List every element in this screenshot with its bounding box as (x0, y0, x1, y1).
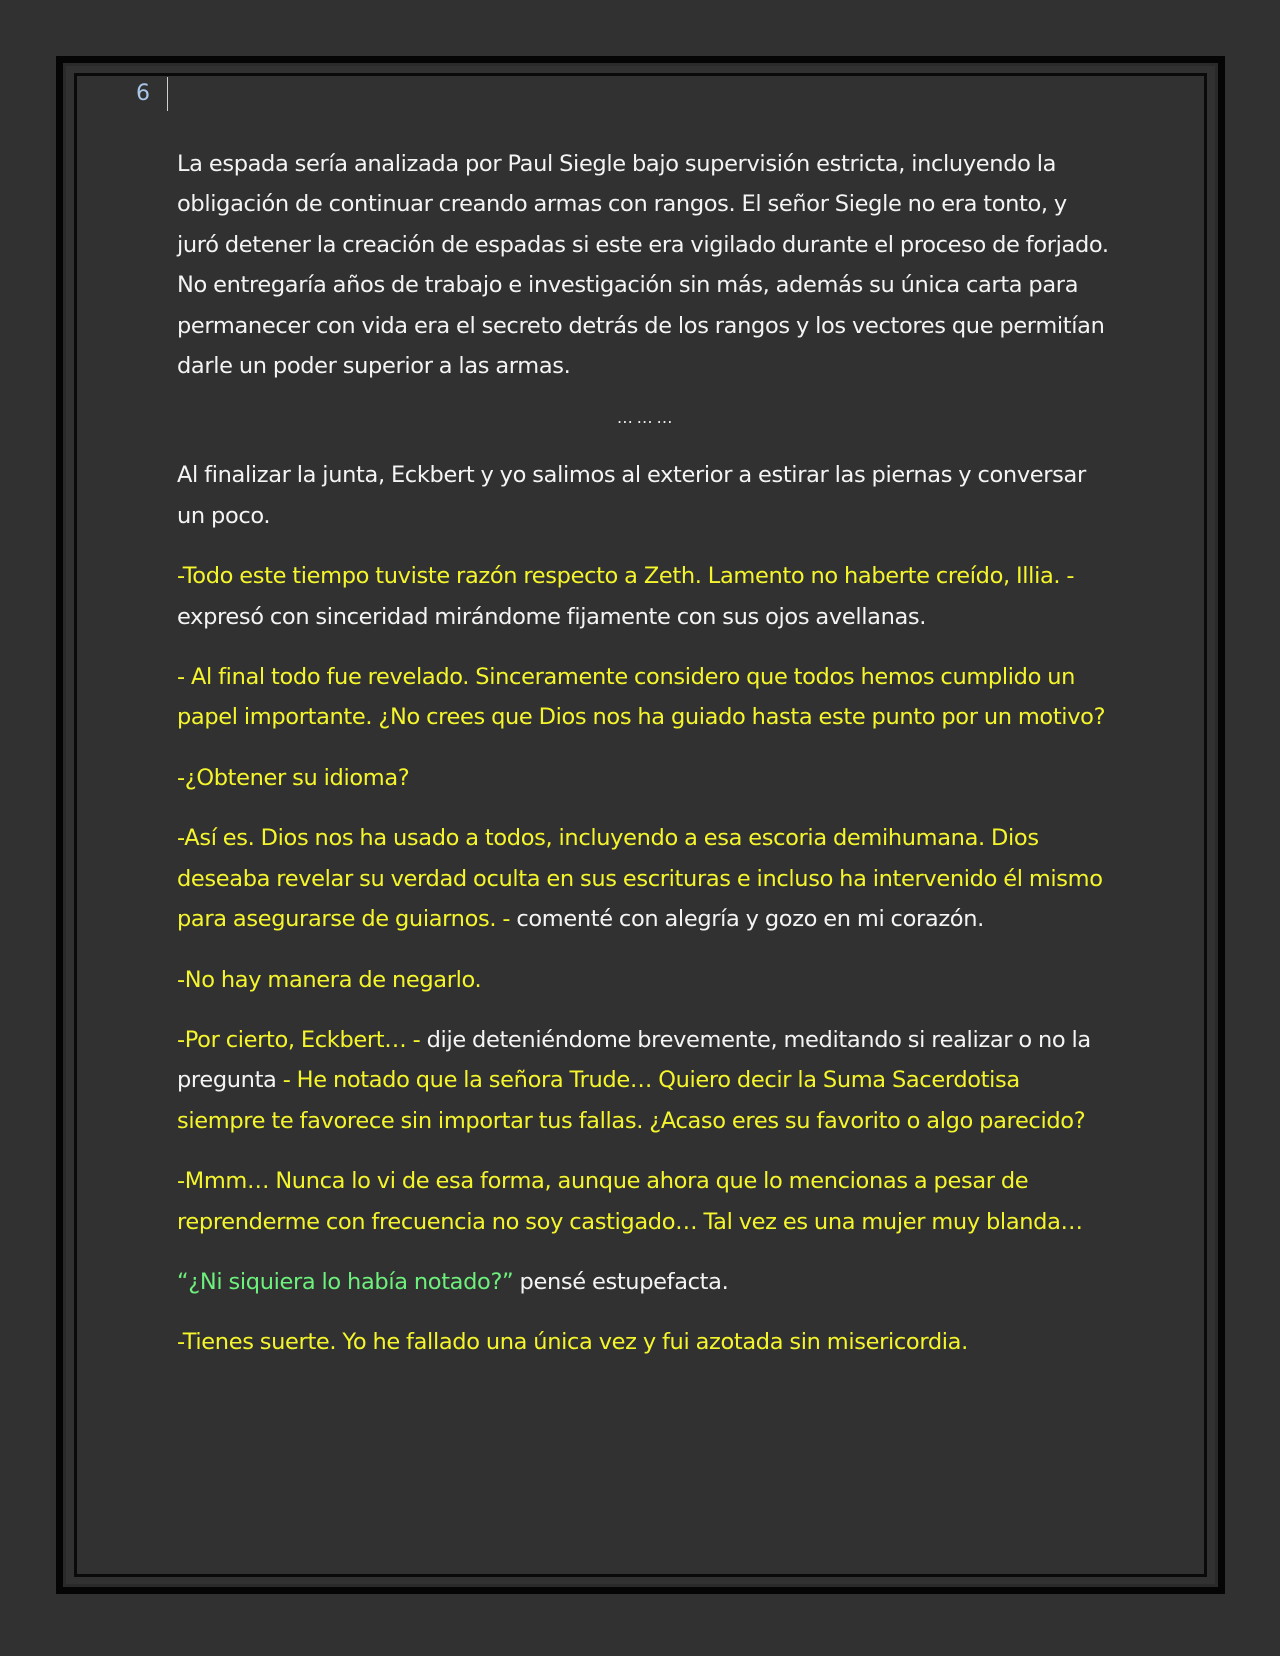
dialogue-paragraph: -Tienes suerte. Yo he fallado una única vez y fui azotada sin misericordia. (177, 1329, 968, 1356)
narration-text: dije deteniéndome brevemente, meditando si realizar o no la pregunta (177, 1026, 1091, 1094)
dialogue-paragraph (177, 818, 1112, 939)
dialogue-paragraph: -No hay manera de negarlo. (177, 966, 482, 993)
narration-paragraph: Al finalizar la junta, Eckbert y yo salimos al exterior a estirar las piernas y conversar un poco. (177, 462, 1086, 529)
dialogue-paragraph (177, 556, 1112, 637)
dialogue-paragraph: -Mmm… Nunca lo vi de esa forma, aunque ahora que lo mencionas a pesar de reprenderme con frecuencia no soy castigado… Tal vez es una mujer muy blanda… (177, 1168, 1083, 1235)
dialogue-text: - He notado que la señora Trude… Quiero decir la Suma Sacerdotisa siempre te favorece sin importar tus fallas. ¿Acaso eres su favorito o algo parecido? (177, 1067, 1086, 1134)
page-number: 6 (136, 77, 168, 111)
dialogue-paragraph: -¿Obtener su idioma? (177, 764, 410, 791)
dialogue-paragraph: - Al final todo fue revelado. Sinceramente considero que todos hemos cumplido un papel importante. ¿No crees que Dios nos ha guiado hasta este punto por un motivo? (177, 664, 1106, 731)
narration-text: expresó con sinceridad mirándome fijamente con sus ojos avellanas. (177, 603, 927, 630)
thought-text: “¿Ni siquiera lo había notado?” (177, 1268, 514, 1295)
dialogue-text: -Todo este tiempo tuviste razón respecto a Zeth. Lamento no haberte creído, Illia. - (177, 563, 1075, 590)
narration-paragraph: La espada sería analizada por Paul Siegle bajo supervisión estricta, incluyendo la obligación de continuar creando armas con rangos. El señor Siegle no era tonto, y juró detener la creación de espadas si este era vigilado durante el proceso de forjado. No entregaría años de trabajo e investigación sin más, además su única carta para permanecer con vida era el secreto detrás de los rangos y los vectores que permitían darle un poder superior a las armas. (177, 151, 1109, 380)
page-content (177, 144, 1112, 1383)
dialogue-paragraph (177, 1020, 1112, 1141)
thought-paragraph (177, 1262, 1112, 1302)
narration-text: pensé estupefacta. (513, 1268, 729, 1295)
scene-separator: … … … (616, 408, 673, 428)
dialogue-text: -Así es. Dios nos ha usado a todos, incluyendo a esa escoria demihumana. Dios deseaba revelar su verdad oculta en sus escrituras e incluso ha intervenido él mismo para asegurarse de guiarnos. - (177, 825, 1103, 933)
narration-text: comenté con alegría y gozo en mi corazón. (510, 906, 984, 933)
dialogue-text: -Por cierto, Eckbert… - (177, 1026, 421, 1053)
